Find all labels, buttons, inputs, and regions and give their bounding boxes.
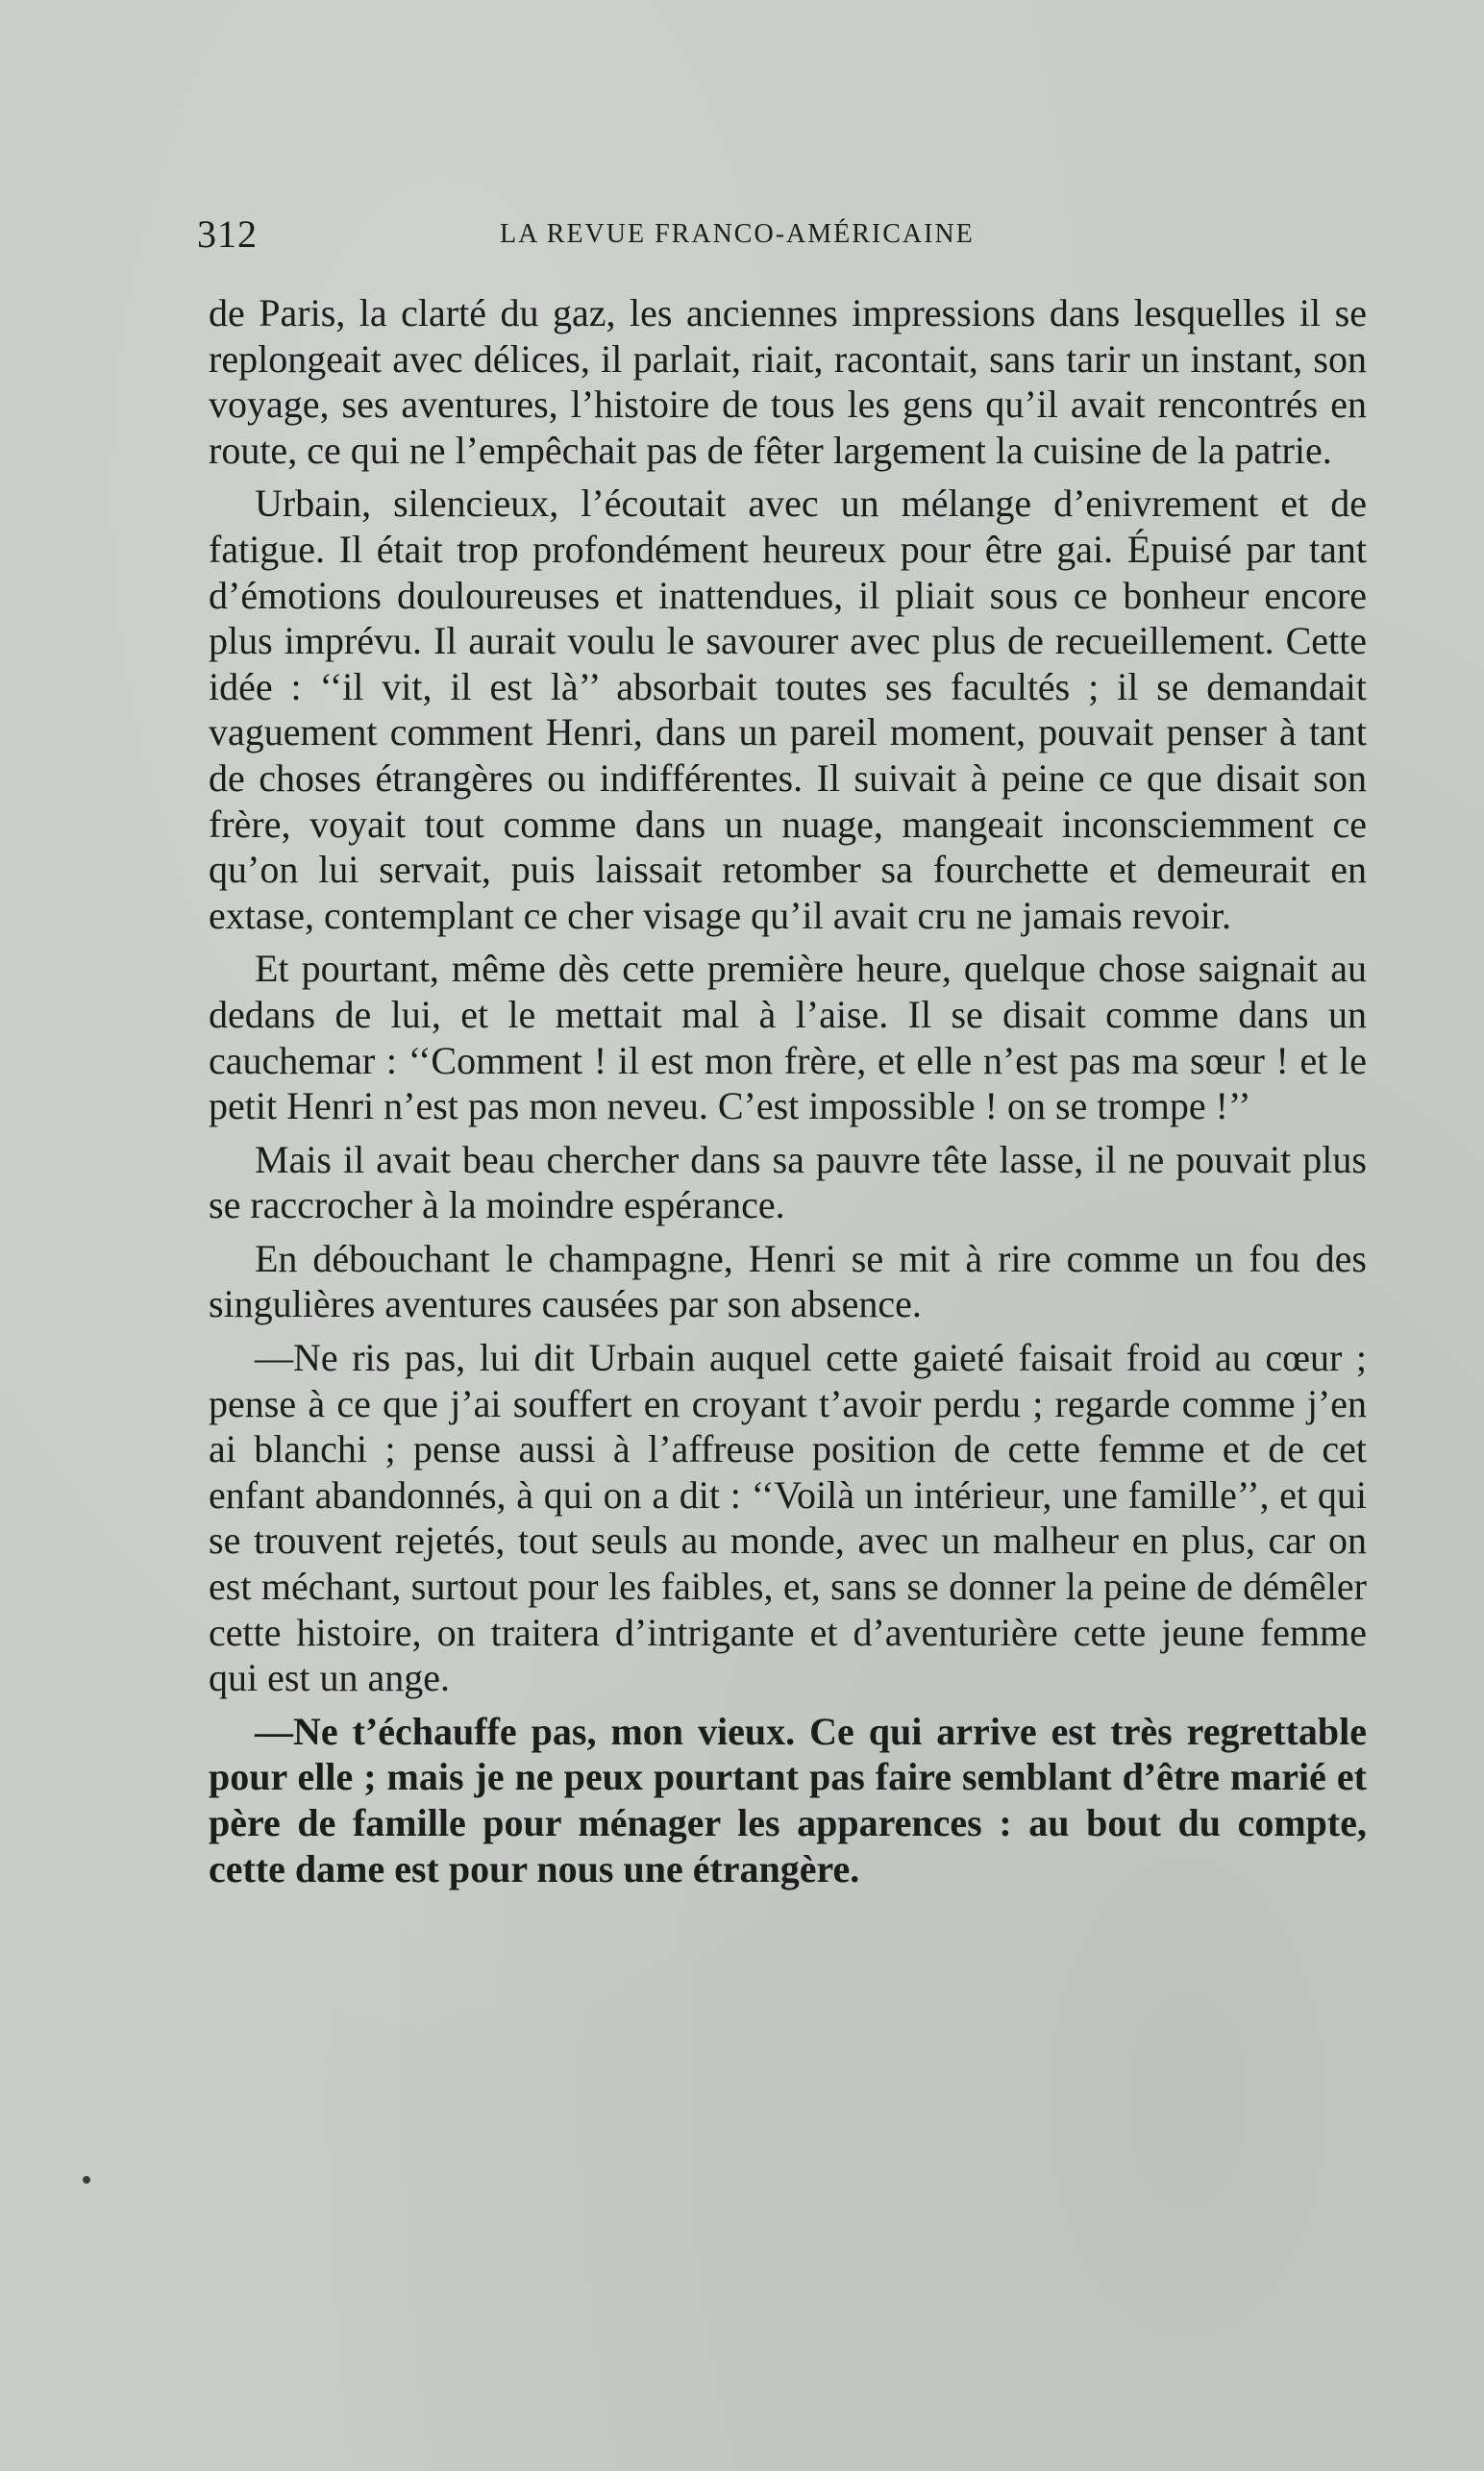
page-header: [197, 206, 1370, 263]
paragraph-5: En débouchant le champagne, Henri se mit à rire comme un fou des singulières aventures causées par son absence.: [209, 1236, 1367, 1326]
paragraph-3: Et pourtant, même dès cette première heure, quelque chose saignait au dedans de lui, et le mettait mal à l’aise. Il se disait comme dans un cauchemar : ‘‘Comment ! il est mon frère, et elle n’est pas ma sœur ! et le petit Henri n’est pas mon neveu. C’est impossible ! on se trompe !’’: [209, 947, 1367, 1128]
paragraph-1: de Paris, la clarté du gaz, les anciennes impressions dans lesquelles il se replongeait avec délices, il parlait, riait, racontait, sans tarir un instant, son voyage, ses aventures, l’histoire de tous les gens qu’il avait rencontrés en route, ce qui ne l’empêchait pas de fêter largement la cuisine de la patrie.: [209, 291, 1367, 472]
paragraph-2: Urbain, silencieux, l’écoutait avec un mélange d’enivrement et de fatigue. Il était trop profondément heureux pour être gai. Épuisé par tant d’émotions douloureuses et inattendues, il pliait sous ce bonheur encore plus imprévu. Il aurait voulu le savourer avec plus de recueillement. Cette idée : ‘‘il vit, il est là’’ absorbait toutes ses facultés ; il se demandait vaguement comment Henri, dans un pareil moment, pouvait penser à tant de choses étrangères ou indifférentes. Il suivait à peine ce que disait son frère, voyait tout comme dans un nuage, mangeait inconsciemment ce qu’on lui servait, puis laissait retomber sa fourchette et demeurait en extase, contemplant ce cher visage qu’il avait cru ne jamais revoir.: [209, 482, 1367, 937]
paragraph-6: —Ne ris pas, lui dit Urbain auquel cette gaieté faisait froid au cœur ; pense à ce que j’ai souffert en croyant t’avoir perdu ; regarde comme j’en ai blanchi ; pense aussi à l’affreuse position de cette femme et de cet enfant abandonnés, à qui on a dit : ‘‘Voilà un intérieur, une famille’’, et qui se trouvent rejetés, tout seuls au monde, avec un malheur en plus, car on est méchant, surtout pour les faibles, et, sans se donner la peine de démêler cette histoire, on traitera d’intrigante et d’aventurière cette jeune femme qui est un ange.: [209, 1336, 1367, 1700]
paragraph-7: —Ne t’échauffe pas, mon vieux. Ce qui arrive est très regrettable pour elle ; mais je ne peux pourtant pas faire semblant d’être marié et père de famille pour ménager les apparences : au bout du compte, cette dame est pour nous une étrangère.: [209, 1709, 1367, 1890]
running-head: LA REVUE FRANCO-AMÉRICAINE: [500, 219, 975, 249]
paragraph-4: Mais il avait beau chercher dans sa pauvre tête lasse, il ne pouvait plus se raccrocher à la moindre espérance.: [209, 1137, 1367, 1227]
ink-speck: [83, 2176, 90, 2184]
page-number: 312: [197, 212, 258, 256]
body-text: [209, 290, 1367, 1899]
